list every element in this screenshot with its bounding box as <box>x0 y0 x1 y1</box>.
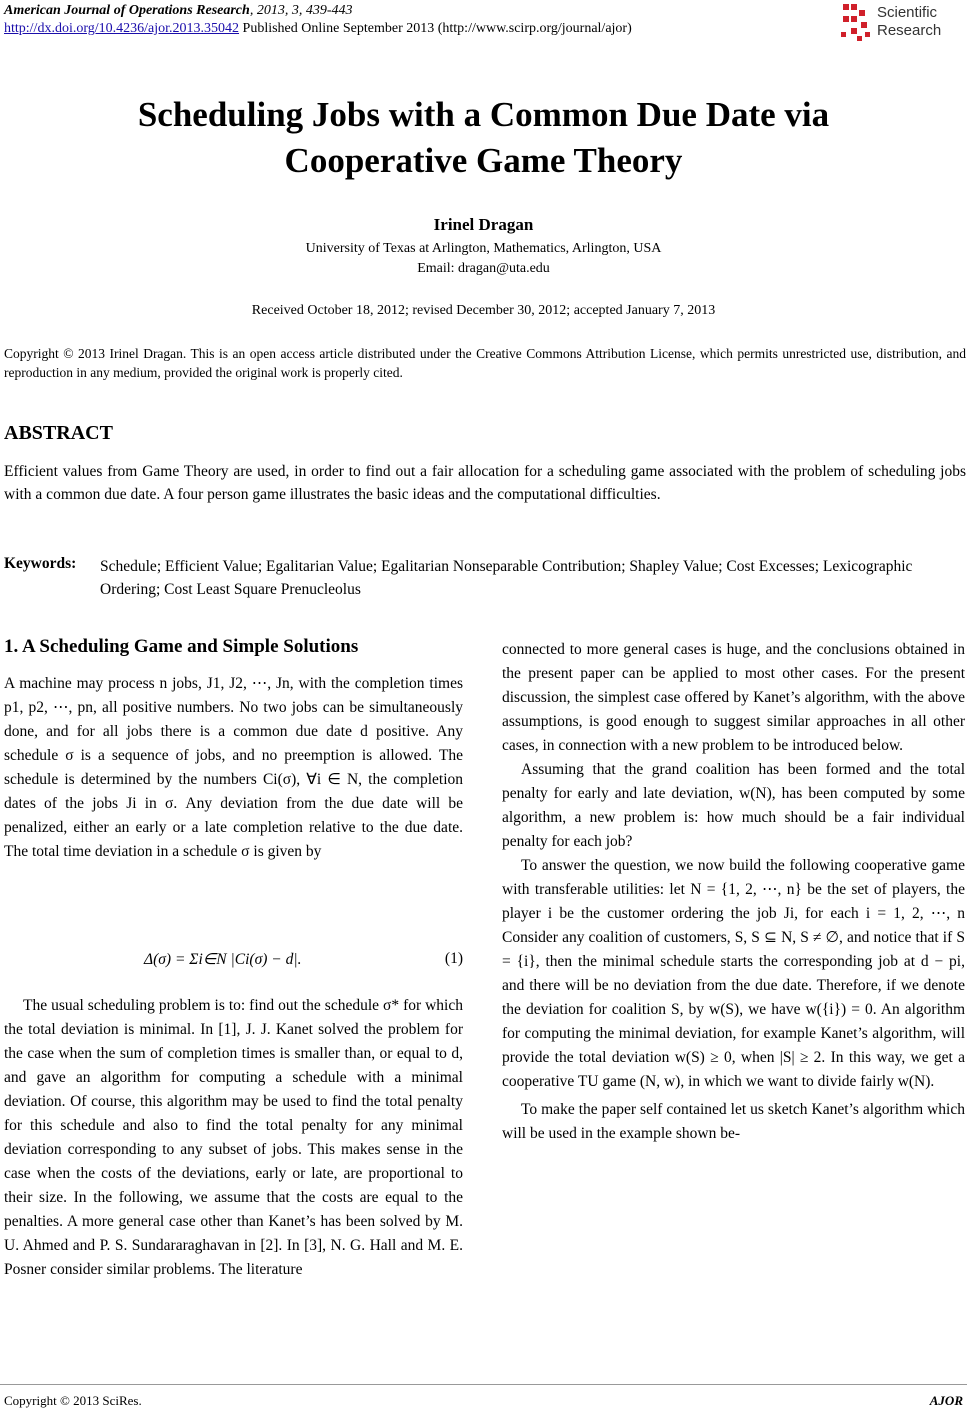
affiliation: University of Texas at Arlington, Mathematics, Arlington, USA <box>305 241 662 256</box>
left-column <box>4 672 463 864</box>
journal-name: American Journal of Operations Research <box>4 3 250 18</box>
footer-divider <box>0 1384 967 1385</box>
keywords-text: Schedule; Efficient Value; Egalitarian Value; Egalitarian Nonseparable Contribution; Shapley Value; Cost Excesses; Lexicographic Ordering; Cost Least Square Prenucleolus <box>100 558 913 598</box>
logo-word-2: Research <box>877 22 942 39</box>
right-paragraph-4: To make the paper self contained let us sketch Kanet’s algorithm which will be used in the example shown be- <box>502 1101 965 1142</box>
email: Email: dragan@uta.edu <box>417 261 550 276</box>
equation-1 <box>4 948 463 978</box>
doi-line <box>4 21 632 37</box>
volume-info: , 2013, 3, 439-443 <box>249 3 353 18</box>
affiliation-block <box>0 239 967 279</box>
equation-formula: Δ(σ) = Σi∈N |Ci(σ) − d|. <box>144 951 302 968</box>
paper-title <box>0 92 967 184</box>
title-line-1: Scheduling Jobs with a Common Due Date via <box>137 95 830 134</box>
abstract-heading: ABSTRACT <box>4 422 113 444</box>
abstract-text: Efficient values from Game Theory are used, in order to find out a fair allocation for a scheduling game associated with the problem of scheduling jobs with a common due date. A four person game illustrates the basic ideas and the computational difficulties. <box>4 463 966 503</box>
footer-copyright: Copyright © 2013 SciRes. <box>4 1393 142 1408</box>
footer-journal: AJOR <box>929 1393 963 1408</box>
journal-header <box>4 3 352 19</box>
keywords-label: Keywords: <box>4 555 77 572</box>
copyright-notice: Copyright © 2013 Irinel Dragan. This is an open access article distributed under the Creative Commons Attribution License, which permits unrestricted use, distribution, and reproduction in any medium, provided the original work is properly cited. <box>4 346 966 380</box>
left-column-lower <box>4 994 463 1282</box>
title-line-2: Cooperative Game Theory <box>284 141 683 180</box>
doi-link[interactable]: http://dx.doi.org/10.4236/ajor.2013.35042 <box>4 21 240 36</box>
left-paragraph-1: A machine may process n jobs, J1, J2, ⋯, Jn, with the completion times p1, p2, ⋯, pn, all positive numbers. No two jobs can be simultaneously done, and for all jobs there is a common due date d positive. Any schedule σ is a sequence of jobs, and no preemption is allowed. The schedule is determined by the numbers Ci(σ), ∀i ∈ N, the completion dates of the jobs Ji in σ. Any deviation from the due date will be penalized, either an early or a late completion relative to the due date. The total time deviation in a schedule σ is given by <box>4 675 463 860</box>
right-column <box>502 638 965 1146</box>
right-paragraph-3: To answer the question, we now build the following cooperative game with transferable utilities: let N = {1, 2, ⋯, n} be the set of players, the player i be the customer ordering the job Ji, for each i = 1, 2, ⋯, n Consider any coalition of customers, S, S ⊆ N, S ≠ ∅, and notice that if S = {i}, then the minimal schedule starts the corresponding job at d − pi, and there will be no deviation from the due date. Therefore, if we denote the deviation for coalition S, by w(S), we have w({i}) = 0. An algorithm for computing the minimal deviation, for example Kanet’s algorithm, will provide the total deviation w(S) ≥ 0, when |S| ≥ 2. In this way, we get a cooperative TU game (N, w), in which we want to divide fairly w(N). <box>502 857 965 1090</box>
equation-number: (1) <box>444 950 463 967</box>
published-info: Published Online September 2013 (http://www.scirp.org/journal/ajor) <box>239 21 632 36</box>
left-paragraph-2: The usual scheduling problem is to: find out the schedule σ* for which the total deviation is minimal. In [1], J. J. Kanet solved the problem for the case when the sum of completion times is smaller than, or equal to d, and gave an algorithm for computing a schedule with a minimal deviation. Of course, this algorithm may be used to find the total penalty for this schedule and also to find the total penalty for any minimal deviation corresponding to any subset of jobs. This makes sense in the case when the costs of the deviations, early or late, are proportional to their size. In the following, we assume that the costs are equal to the penalties. A more general case other than Kanet’s has been solved by M. U. Ahmed and P. S. Sundararaghavan in [2]. In [3], N. G. Hall and M. E. Posner consider similar problems. The literature <box>4 997 463 1278</box>
author-name: Irinel Dragan <box>433 215 534 234</box>
section-heading: 1. A Scheduling Game and Simple Solutions <box>4 636 359 657</box>
scientific-research-logo <box>839 2 961 44</box>
received-dates: Received October 18, 2012; revised December 30, 2012; accepted January 7, 2013 <box>251 303 716 318</box>
right-paragraph-2: Assuming that the grand coalition has been formed and the total penalty for early and late deviation, w(N), has been computed by some algorithm, a new problem is: how much should be a fair individual penalty for each job? <box>502 761 965 850</box>
right-paragraph-1: connected to more general cases is huge, and the conclusions obtained in the present paper can be applied to most other cases. For the present discussion, the simplest case offered by Kanet’s algorithm, with the above assumptions, is good enough to suggest similar approaches in all other cases, in connection with a new problem to be introduced below. <box>502 641 965 754</box>
logo-icon <box>839 2 875 42</box>
logo-word-1: Scientific <box>877 4 938 21</box>
